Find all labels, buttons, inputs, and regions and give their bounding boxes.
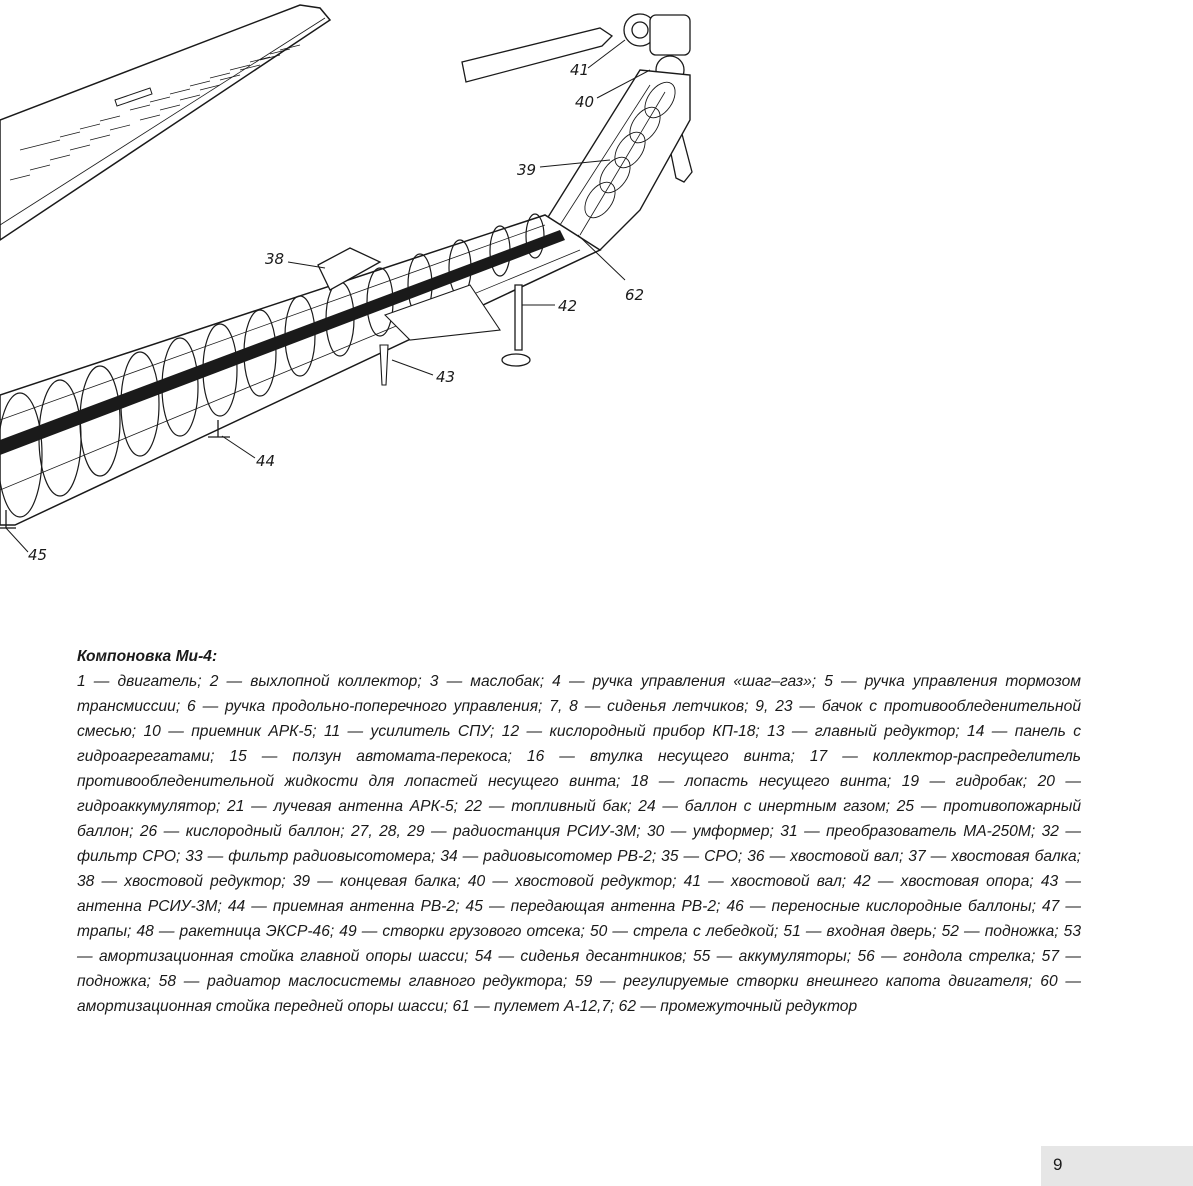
label-39: 39 <box>517 161 537 179</box>
label-40: 40 <box>575 93 595 111</box>
label-62: 62 <box>625 286 645 304</box>
figure-caption <box>77 644 1081 1019</box>
tail-skid <box>502 285 530 366</box>
tail-boom <box>0 214 600 525</box>
label-41: 41 <box>570 61 590 79</box>
label-43: 43 <box>436 368 456 386</box>
label-42: 42 <box>558 297 578 315</box>
helicopter-tail-boom-drawing <box>0 0 700 580</box>
label-44: 44 <box>256 452 276 470</box>
antenna-43 <box>380 345 388 385</box>
caption-body: 1 — двигатель; 2 — выхлопной коллектор; 3 — маслобак; 4 — ручка управления «шаг–газ»; 5 — ручка управления тормозом трансмиссии; 6 — ручка продольно-поперечного управления; 7, 8 — сиденья летчиков; 9, 23 — бачок с противообледенительной смесью; 10 — приемник АРК-5; 11 — усилитель СПУ; 12 — кислородный прибор КП-18; 13 — главный редуктор; 14 — панель с гидроагрегатами; 15 — ползун автомата-перекоса; 16 — втулка несущего винта; 17 — коллектор-распределитель противообледенительной жидкости для лопастей несущего винта; 18 — лопасть несущего винта; 19 — гидробак; 20 — гидроаккумулятор; 21 — лучевая антенна АРК-5; 22 — топливный бак; 24 — баллон с инертным газом; 25 — противопожарный баллон; 26 — кислородный баллон; 27, 28, 29 — радиостанция РСИУ-3М; 30 — умформер; 31 — преобразователь МА-250М; 32 — фильтр СРО; 33 — фильтр радиовысотомера; 34 — радиовысотомер РВ-2; 35 — СРО; 36 — хвостовой вал; 37 — хвостовая балка; 38 — хвостовой редуктор; 39 — концевая балка; 40 — хвостовой редуктор; 41 — хвостовой вал; 42 — хвостовая опора; 43 — антенна РСИУ-3М; 44 — приемная антенна РВ-2; 45 — передающая антенна РВ-2; 46 — переносные кислородные баллоны; 47 — трапы; 48 — ракетница ЭКСР-46; 49 — створки грузового отсека; 50 — стрела с лебедкой; 51 — входная дверь; 52 — подножка; 53 — амортизационная стойка главной опоры шасси; 54 — сиденья десантников; 55 — аккумуляторы; 56 — гондола стрелка; 57 — подножка; 58 — радиатор маслосистемы главного редуктора; 59 — регулируемые створки внешнего капота двигателя; 60 — амортизационная стойка передней опоры шасси; 61 — пулемет А-12,7; 62 — промежуточный редуктор <box>77 673 1081 1015</box>
caption-title: Компоновка Ми-4: <box>77 648 218 665</box>
end-boom <box>540 70 690 250</box>
page-number-box <box>1041 1146 1193 1186</box>
tail-rotor-blade-upper <box>462 28 612 82</box>
page-number: 9 <box>1053 1155 1063 1174</box>
label-38: 38 <box>265 250 285 268</box>
main-rotor-blade <box>0 5 330 240</box>
label-45: 45 <box>28 546 48 564</box>
